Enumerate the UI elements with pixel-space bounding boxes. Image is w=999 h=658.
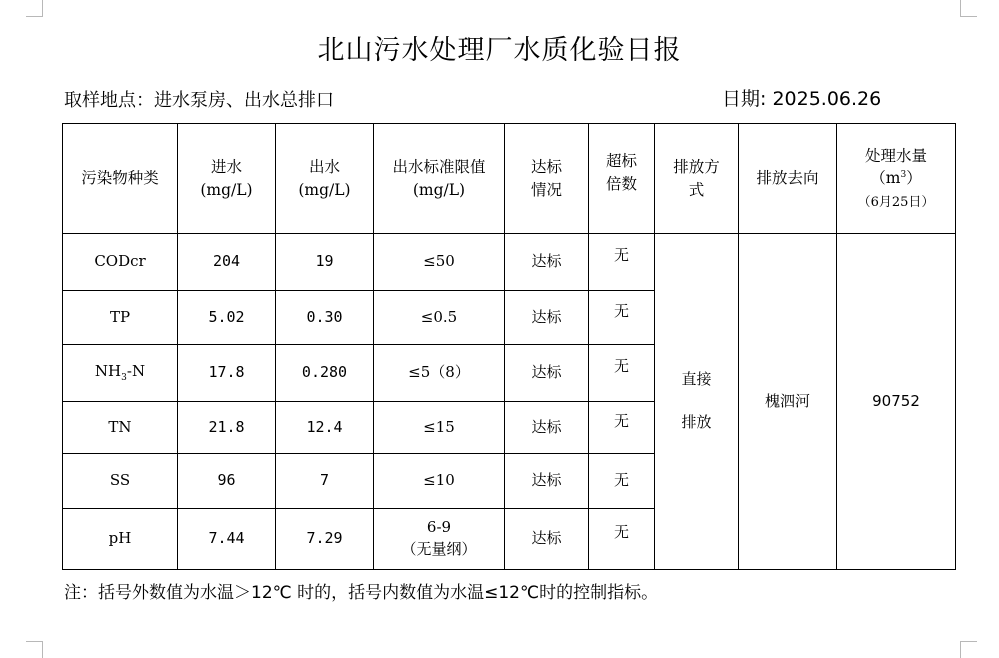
cell-effluent: 0.30: [276, 291, 374, 345]
cell-limit: ≤50: [374, 234, 505, 291]
header-limit: 出水标准限值 (mg/L): [374, 124, 505, 234]
table-header-row: [63, 124, 956, 234]
cell-exceed: 无: [589, 454, 655, 509]
water-quality-table: [62, 123, 956, 570]
header-volume: 处理水量 $(m^3)$ （6月25日）: [837, 124, 956, 234]
header-effluent: 出水 (mg/L): [276, 124, 374, 234]
cell-status: 达标: [505, 454, 589, 509]
cell-status: 达标: [505, 345, 589, 402]
table-row: [63, 234, 956, 291]
cell-pollutant: pH: [63, 509, 178, 570]
cell-discharge-method: 直接 排放: [655, 234, 739, 570]
header-status: 达标 情况: [505, 124, 589, 234]
cell-influent: 5.02: [178, 291, 276, 345]
cell-influent: 96: [178, 454, 276, 509]
cell-pollutant: CODcr: [63, 234, 178, 291]
cell-exceed: 无: [589, 509, 655, 570]
cell-limit: ≤5（8）: [374, 345, 505, 402]
report-title: 北山污水处理厂水质化验日报: [317, 35, 682, 66]
cell-limit: ≤10: [374, 454, 505, 509]
cell-pollutant: SS: [63, 454, 178, 509]
crop-mark-bottom-right: [960, 641, 977, 658]
cell-effluent: 12.4: [276, 402, 374, 454]
cell-discharge-destination: 槐泗河: [739, 234, 837, 570]
header-destination: 排放去向: [739, 124, 837, 234]
cell-effluent: 0.280: [276, 345, 374, 402]
cell-effluent: 19: [276, 234, 374, 291]
cell-status: 达标: [505, 234, 589, 291]
cell-status: 达标: [505, 291, 589, 345]
cell-pollutant: TN: [63, 402, 178, 454]
cell-limit: 6-9 （无量纲）: [374, 509, 505, 570]
cell-treated-volume: 90752: [837, 234, 956, 570]
cell-status: 达标: [505, 509, 589, 570]
cell-limit: ≤15: [374, 402, 505, 454]
cell-pollutant: TP: [63, 291, 178, 345]
cell-pollutant: $NH_3-N$: [63, 345, 178, 402]
footnote: 注：括号外数值为水温＞12℃ 时的，括号内数值为水温≤12℃时的控制指标。: [64, 583, 659, 603]
cell-exceed: 无: [589, 345, 655, 402]
cell-effluent: 7.29: [276, 509, 374, 570]
header-influent: 进水 (mg/L): [178, 124, 276, 234]
cell-exceed: 无: [589, 234, 655, 291]
cell-effluent: 7: [276, 454, 374, 509]
header-method: 排放方 式: [655, 124, 739, 234]
cell-influent: 204: [178, 234, 276, 291]
crop-mark-top-left: [26, 0, 43, 17]
report-date: 日期: 2025.06.26: [722, 88, 882, 110]
sampling-location: 取样地点：进水泵房、出水总排口: [64, 90, 334, 111]
cell-exceed: 无: [589, 402, 655, 454]
cell-limit: ≤0.5: [374, 291, 505, 345]
header-pollutant: 污染物种类: [63, 124, 178, 234]
cell-status: 达标: [505, 402, 589, 454]
cell-exceed: 无: [589, 291, 655, 345]
cell-influent: 21.8: [178, 402, 276, 454]
cell-influent: 7.44: [178, 509, 276, 570]
crop-mark-bottom-left: [26, 641, 43, 658]
header-exceed: 超标 倍数: [589, 124, 655, 234]
cell-influent: 17.8: [178, 345, 276, 402]
crop-mark-top-right: [960, 0, 977, 17]
